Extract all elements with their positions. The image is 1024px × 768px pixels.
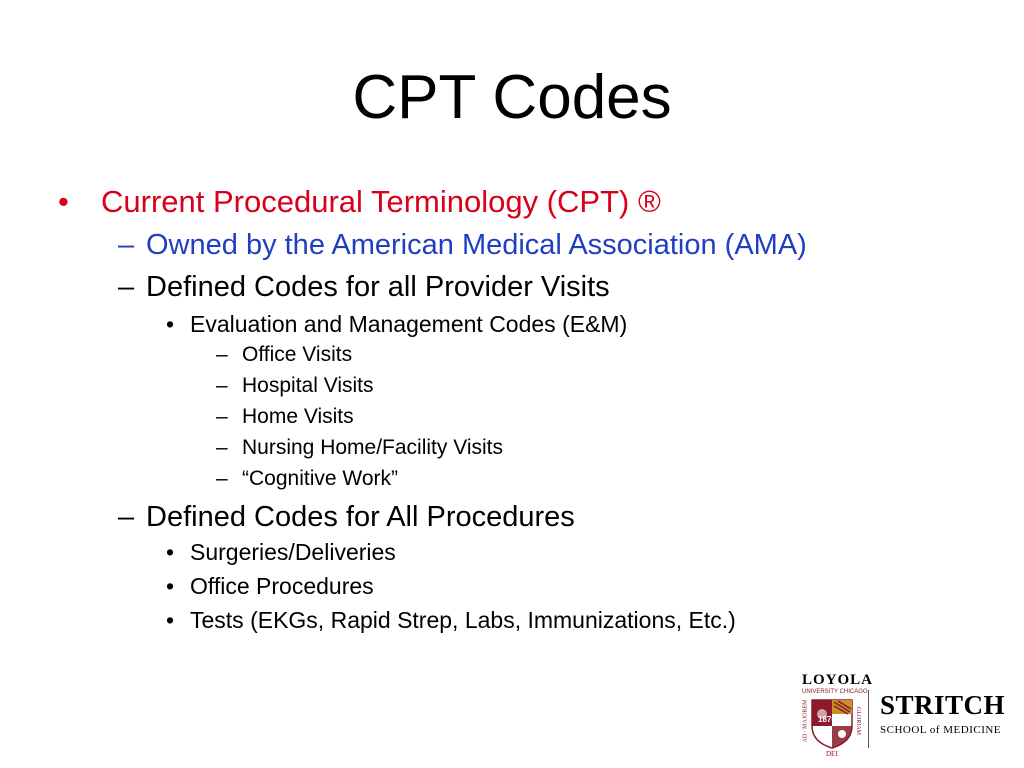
logo-university: UNIVERSITY CHICAGO (802, 689, 868, 695)
bullet-marker: • (166, 573, 175, 599)
outline-item-em: Evaluation and Management Codes (E&M) (190, 311, 628, 337)
dash-marker: – (216, 436, 228, 459)
outline-item-office-visits: Office Visits (242, 343, 353, 366)
bullet-marker: • (166, 607, 175, 633)
outline-item-home-visits: Home Visits (242, 405, 354, 428)
dash-marker: – (118, 271, 135, 303)
dash-marker: – (216, 405, 228, 428)
outline-item-owned: Owned by the American Medical Association (AMA) (146, 229, 807, 261)
logo-year: 1870 (818, 715, 836, 724)
logo-school: SCHOOL of MEDICINE (880, 724, 1002, 736)
dash-marker: – (118, 501, 135, 533)
logo-divider (868, 690, 869, 748)
bullet-marker: • (166, 539, 175, 565)
outline-item-surgeries: Surgeries/Deliveries (190, 539, 396, 565)
outline-item-visits: Defined Codes for all Provider Visits (146, 271, 610, 303)
dash-marker: – (118, 229, 135, 261)
outline-item-office-procedures: Office Procedures (190, 573, 374, 599)
outline-item-hospital-visits: Hospital Visits (242, 374, 374, 397)
outline-item-procedures: Defined Codes for All Procedures (146, 501, 575, 533)
logo-motto-left: AD · MAJOREM (802, 699, 809, 743)
slide-title: CPT Codes (352, 63, 672, 132)
outline-item-cognitive-work: “Cognitive Work” (242, 467, 398, 490)
dash-marker: – (216, 467, 228, 490)
logo-loyola: LOYOLA (802, 672, 874, 688)
dash-marker: – (216, 374, 228, 397)
bullet-marker: • (58, 184, 69, 219)
outline-item-tests: Tests (EKGs, Rapid Strep, Labs, Immunizations, Etc.) (190, 607, 736, 633)
stritch-logo (798, 672, 1012, 760)
bullet-marker: • (166, 311, 175, 337)
outline-item-cpt: Current Procedural Terminology (CPT) ® (101, 184, 661, 219)
outline-item-nursing-home: Nursing Home/Facility Visits (242, 436, 504, 459)
dash-marker: – (216, 343, 228, 366)
logo-motto-bottom: DEI (826, 750, 838, 758)
logo-stritch: STRITCH (880, 690, 1006, 720)
logo-motto-right: GLORIAM (855, 707, 861, 735)
